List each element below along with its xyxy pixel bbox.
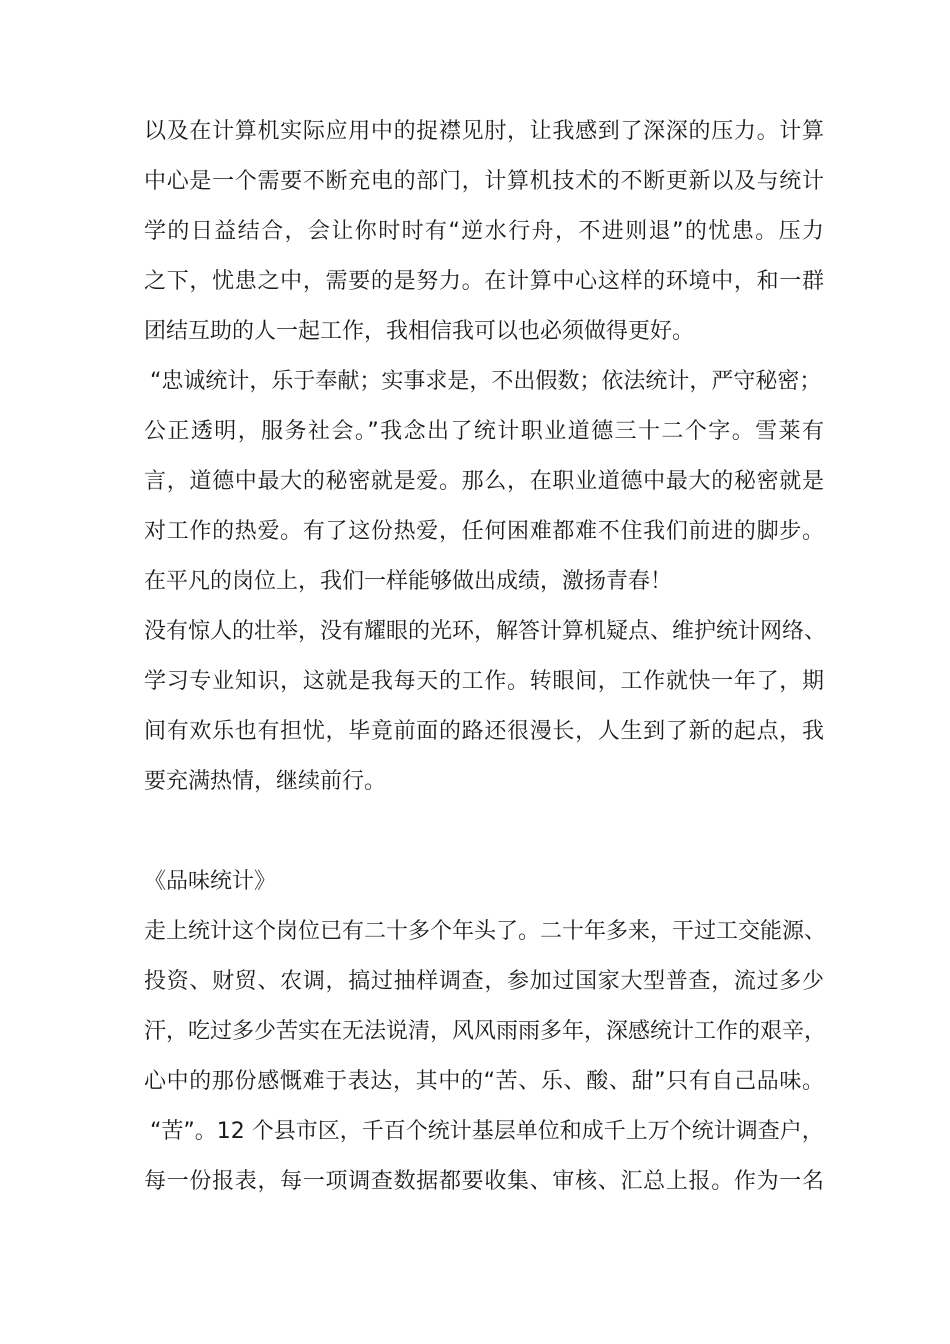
- text-line: 以及在计算机实际应用中的捉襟见肘，让我感到了深深的压力。计算: [144, 119, 824, 144]
- text-line: 中心是一个需要不断充电的部门，计算机技术的不断更新以及与统计: [144, 169, 824, 194]
- text-line: 学的日益结合，会让你时时有“逆水行舟，不进则退”的忧患。压力: [144, 219, 824, 244]
- text-line: 要充满热情，继续前行。: [144, 769, 387, 794]
- text-line: 走上统计这个岗位已有二十多个年头了。二十年多来，干过工交能源、: [144, 919, 827, 944]
- text-line: 对工作的热爱。有了这份热爱，任何困难都难不住我们前进的脚步。: [144, 519, 824, 544]
- text-line: 每一份报表，每一项调查数据都要收集、审核、汇总上报。作为一名: [144, 1169, 824, 1194]
- text-line: 心中的那份感慨难于表达，其中的“苦、乐、酸、甜”只有自己品味。: [144, 1069, 824, 1094]
- text-line: 投资、财贸、农调，搞过抽样调查，参加过国家大型普查，流过多少: [144, 969, 824, 994]
- text-line: 在平凡的岗位上，我们一样能够做出成绩，激扬青春！: [144, 569, 673, 594]
- section-title: 《品味统计》: [144, 869, 277, 894]
- text-line: 言，道德中最大的秘密就是爱。那么，在职业道德中最大的秘密就是: [144, 469, 824, 494]
- text-line: 汗，吃过多少苦实在无法说清，风风雨雨多年，深感统计工作的艰辛，: [144, 1019, 827, 1044]
- text-line: 团结互助的人一起工作，我相信我可以也必须做得更好。: [144, 319, 695, 344]
- text-line: 间有欢乐也有担忧，毕竟前面的路还很漫长，人生到了新的起点，我: [144, 719, 824, 744]
- text-line: 之下，忧患之中，需要的是努力。在计算中心这样的环境中，和一群: [144, 269, 824, 294]
- text-line: 没有惊人的壮举，没有耀眼的光环，解答计算机疑点、维护统计网络、: [144, 619, 827, 644]
- text-line: “忠诚统计，乐于奉献；实事求是，不出假数；依法统计，严守秘密；: [150, 369, 822, 394]
- text-line: 学习专业知识，这就是我每天的工作。转眼间，工作就快一年了，期: [144, 669, 824, 694]
- text-line: “苦”。12 个县市区，千百个统计基层单位和成千上万个统计调查户，: [150, 1119, 824, 1144]
- text-line: 公正透明，服务社会。”我念出了统计职业道德三十二个字。雪莱有: [144, 419, 824, 444]
